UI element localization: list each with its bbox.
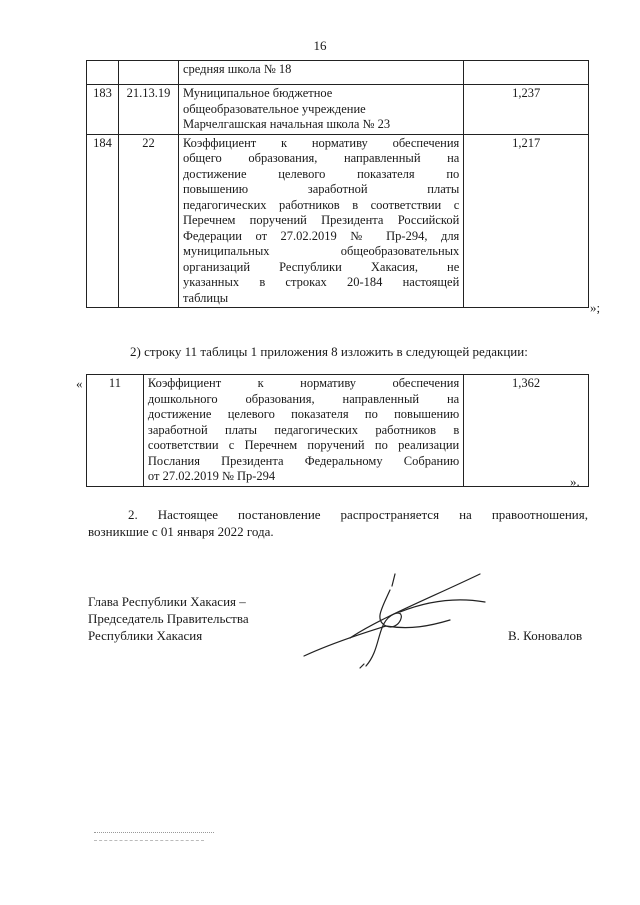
row-number-cell: 183 bbox=[87, 85, 119, 135]
amendment-item-2: 2) строку 11 таблицы 1 приложения 8 изложить в следующей редакции: bbox=[130, 344, 528, 359]
opening-quote: « bbox=[76, 376, 83, 391]
name-cell: Коэффициент к нормативу обеспечения общего образования, направленный на достижение целевого показателя по повышению заработной платы педагогических работников в соответствии с Перечнем поручений Президента Российской Федерации от 27.02.2019 № Пр-294, для муниципальных общеобразовательных организаций Республики Хакасия, не указанных в строках 20-184 настоящей таблицы bbox=[178, 134, 463, 308]
closing-quote: ». bbox=[570, 474, 580, 489]
footer-mark bbox=[94, 832, 214, 833]
row-number-cell: 11 bbox=[87, 375, 144, 487]
footer-mark bbox=[94, 840, 204, 841]
closing-quote: »; bbox=[590, 300, 601, 315]
page-number: 16 bbox=[313, 38, 327, 53]
coefficient-cell: 1,217 bbox=[464, 134, 589, 308]
code-cell bbox=[118, 61, 178, 85]
signatory-name: В. Коновалов bbox=[508, 628, 583, 643]
table-coefficients-schools bbox=[86, 60, 589, 308]
table-row bbox=[87, 85, 589, 135]
paragraph-2: 2. Настоящее постановление распространяется на правоотношения, возникшие с 01 января 2022 года. bbox=[88, 507, 588, 539]
name-cell: Муниципальное бюджетное общеобразовательное учреждение Марчелгашская начальная школа № 23 bbox=[178, 85, 463, 135]
coefficient-cell bbox=[464, 61, 589, 85]
signatory-title: Глава Республики Хакасия – Председатель Правительства Республики Хакасия bbox=[88, 594, 249, 643]
table-row bbox=[87, 134, 589, 308]
table-row bbox=[87, 375, 589, 487]
coefficient-cell: 1,362 bbox=[464, 375, 589, 487]
table-preschool-coefficient bbox=[86, 374, 589, 487]
row-number-cell: 184 bbox=[87, 134, 119, 308]
handwritten-signature bbox=[290, 568, 510, 678]
code-cell: 21.13.19 bbox=[118, 85, 178, 135]
coefficient-cell: 1,237 bbox=[464, 85, 589, 135]
table-row bbox=[87, 61, 589, 85]
name-cell: Коэффициент к нормативу обеспечения дошкольного образования, направленный на достижение целевого показателя по повышению заработной платы педагогических работников в соответствии с Перечнем поручений по реализации Послания Президента Федеральному Собранию от 27.02.2019 № Пр-294 bbox=[143, 375, 463, 487]
name-cell: средняя школа № 18 bbox=[178, 61, 463, 85]
row-number-cell bbox=[87, 61, 119, 85]
code-cell: 22 bbox=[118, 134, 178, 308]
